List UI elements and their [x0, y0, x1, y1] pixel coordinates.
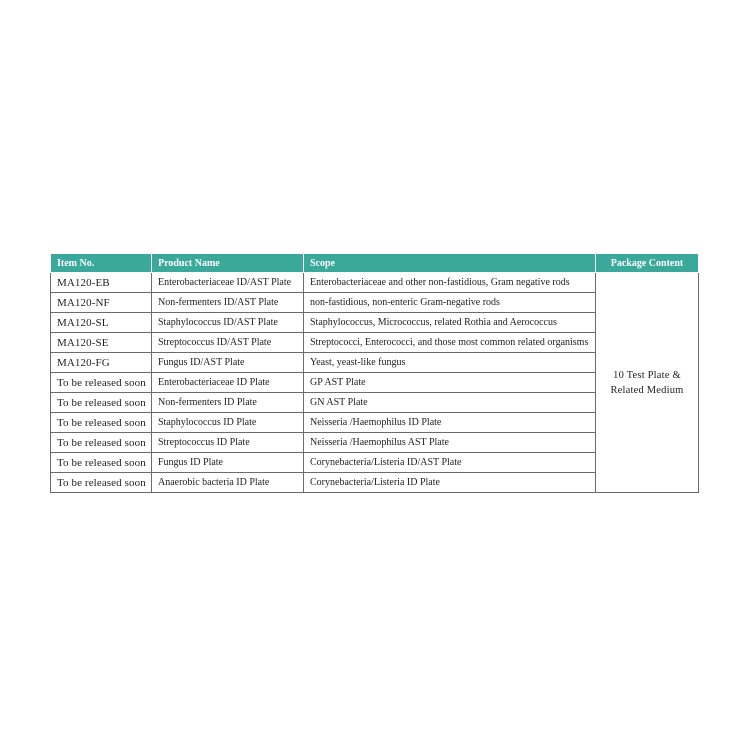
scope-cell: GP AST Plate: [304, 373, 596, 393]
product-name-cell: Fungus ID/AST Plate: [152, 353, 304, 373]
product-name-cell: Fungus ID Plate: [152, 453, 304, 473]
product-name-cell: Streptococcus ID Plate: [152, 433, 304, 453]
product-name-cell: Anaerobic bacteria ID Plate: [152, 473, 304, 493]
scope-cell: Yeast, yeast-like fungus: [304, 353, 596, 373]
item-no-cell: MA120-NF: [51, 293, 152, 313]
table-body: [51, 273, 699, 493]
package-content-line-1: 10 Test Plate &: [613, 369, 681, 381]
scope-cell: non-fastidious, non-enteric Gram-negative rods: [304, 293, 596, 313]
header-package-content: Package Content: [596, 254, 699, 273]
product-name-cell: Non-fermenters ID Plate: [152, 393, 304, 413]
header-item-no: Item No.: [51, 254, 152, 273]
product-name-cell: Enterobacteriaceae ID/AST Plate: [152, 273, 304, 293]
header-product-name: Product Name: [152, 254, 304, 273]
scope-cell: Neisseria /Haemophilus AST Plate: [304, 433, 596, 453]
product-name-cell: Enterobacteriaceae ID Plate: [152, 373, 304, 393]
product-name-cell: Staphylococcus ID Plate: [152, 413, 304, 433]
item-no-cell: MA120-FG: [51, 353, 152, 373]
product-name-cell: Staphylococcus ID/AST Plate: [152, 313, 304, 333]
scope-cell: Corynebacteria/Listeria ID/AST Plate: [304, 453, 596, 473]
item-no-cell: To be released soon: [51, 413, 152, 433]
item-no-cell: MA120-SE: [51, 333, 152, 353]
scope-cell: Streptococci, Enterococci, and those most common related organisms: [304, 333, 596, 353]
package-content-cell: [596, 273, 699, 493]
scope-cell: Corynebacteria/Listeria ID Plate: [304, 473, 596, 493]
scope-cell: GN AST Plate: [304, 393, 596, 413]
table-header-row: [51, 254, 699, 273]
item-no-cell: To be released soon: [51, 473, 152, 493]
scope-cell: Enterobacteriaceae and other non-fastidious, Gram negative rods: [304, 273, 596, 293]
header-scope: Scope: [304, 254, 596, 273]
scope-cell: Staphylococcus, Micrococcus, related Rothia and Aerococcus: [304, 313, 596, 333]
item-no-cell: To be released soon: [51, 373, 152, 393]
item-no-cell: To be released soon: [51, 393, 152, 413]
scope-cell: Neisseria /Haemophilus ID Plate: [304, 413, 596, 433]
product-name-cell: Non-fermenters ID/AST Plate: [152, 293, 304, 313]
item-no-cell: To be released soon: [51, 453, 152, 473]
table-row: [51, 273, 699, 293]
item-no-cell: MA120-EB: [51, 273, 152, 293]
product-name-cell: Streptococcus ID/AST Plate: [152, 333, 304, 353]
product-table: [50, 254, 699, 493]
package-content-line-2: Related Medium: [610, 384, 684, 396]
item-no-cell: To be released soon: [51, 433, 152, 453]
item-no-cell: MA120-SL: [51, 313, 152, 333]
